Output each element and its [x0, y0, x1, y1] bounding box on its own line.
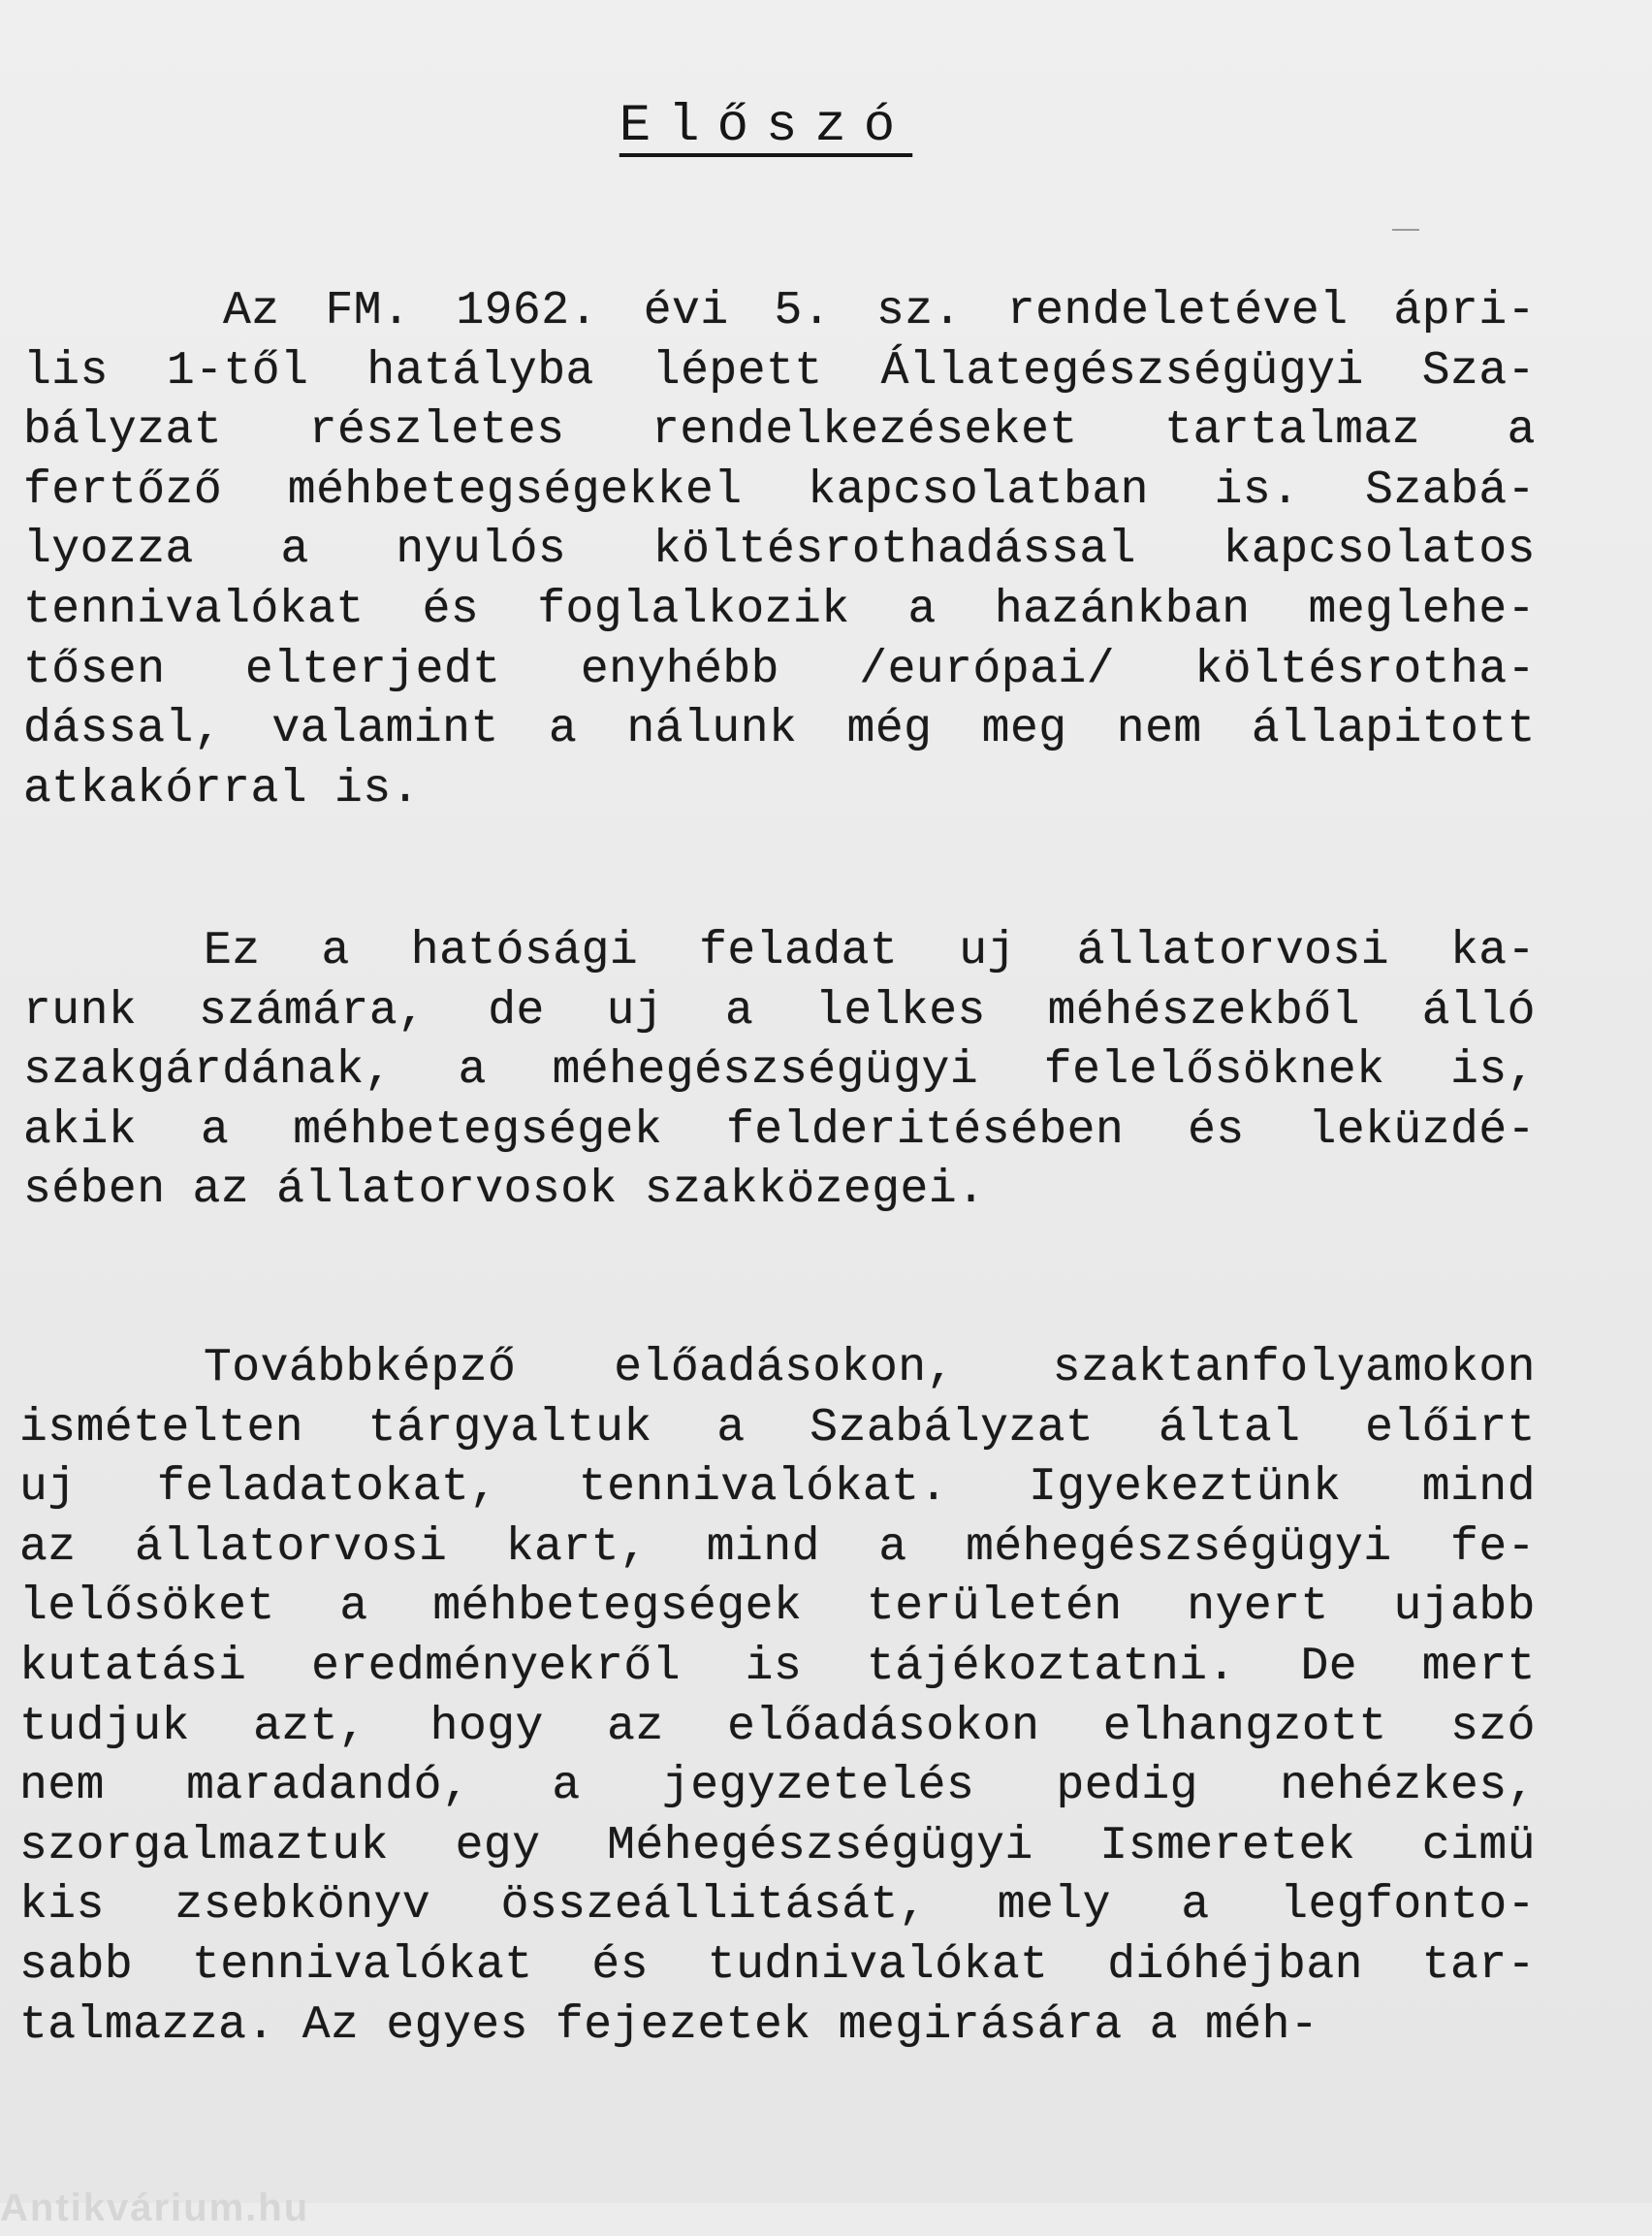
paragraph-2-line: szakgárdának, a méhegészségügyi felelősöknek is,	[23, 1044, 1536, 1098]
paragraph-2-line: akik a méhbetegségek felderitésében és leküzdé-	[23, 1103, 1536, 1157]
paragraph-2-line: runk számára, de uj a lelkes méhészekből álló	[23, 984, 1536, 1038]
watermark-text: Antikvárium.hu	[0, 2187, 310, 2229]
paragraph-1-line: bályzat részletes rendelkezéseket tartalmaz a	[23, 404, 1536, 458]
paragraph-2-line: Ez a hatósági feladat uj állatorvosi ka-	[204, 925, 1536, 977]
paragraph-1-line: fertőző méhbetegségekkel kapcsolatban is. Szabá-	[23, 463, 1536, 517]
paragraph-3-line: kutatási eredményekről is tájékoztatni. De mert	[19, 1641, 1536, 1693]
stray-mark	[1392, 229, 1419, 231]
paragraph-3-line: Továbbképző előadásokon, szaktanfolyamokon	[204, 1342, 1536, 1394]
paragraph-3-line: uj feladatokat, tennivalókat. Igyekeztünk mind	[19, 1461, 1536, 1515]
paragraph-3-line: sabb tennivalókat és tudnivalókat dióhéjban tar-	[19, 1939, 1536, 1992]
paragraph-2-line: sében az állatorvosok szakközegei.	[23, 1164, 986, 1217]
page-title: Előszó	[619, 97, 913, 156]
paragraph-1-line: lyozza a nyulós költésrothadással kapcsolatos	[23, 524, 1536, 577]
paragraph-1-line: Az FM. 1962. évi 5. sz. rendeletével ápri-	[223, 285, 1536, 337]
paragraph-1-line: atkakórral is.	[23, 762, 420, 815]
paragraph-3-line: nem maradandó, a jegyzetelés pedig nehézkes,	[19, 1760, 1536, 1813]
paragraph-3-line: az állatorvosi kart, mind a méhegészségügyi fe-	[19, 1520, 1536, 1574]
paragraph-1-line: tennivalókat és foglalkozik a hazánkban meglehe-	[23, 584, 1536, 636]
paragraph-1-line: lis 1-től hatályba lépett Állategészségügyi Sza-	[23, 344, 1536, 398]
paragraph-3-line: tudjuk azt, hogy az előadásokon elhangzott szó	[19, 1700, 1536, 1753]
paragraph-3-line: lelősöket a méhbetegségek területén nyert ujabb	[19, 1581, 1536, 1634]
paragraph-3-line: kis zsebkönyv összeállitását, mely a legfonto-	[19, 1879, 1536, 1933]
paragraph-3-line: ismételten tárgyaltuk a Szabályzat által előirt	[19, 1401, 1536, 1454]
paragraph-1-line: dással, valamint a nálunk még meg nem állapitott	[23, 703, 1536, 756]
paragraph-3-line: talmazza. Az egyes fejezetek megirására a méh-	[19, 1998, 1319, 2052]
paragraph-3-line: szorgalmaztuk egy Méhegészségügyi Ismeretek cimü	[19, 1819, 1536, 1872]
paragraph-1-line: tősen elterjedt enyhébb /európai/ költésrotha-	[23, 643, 1536, 696]
